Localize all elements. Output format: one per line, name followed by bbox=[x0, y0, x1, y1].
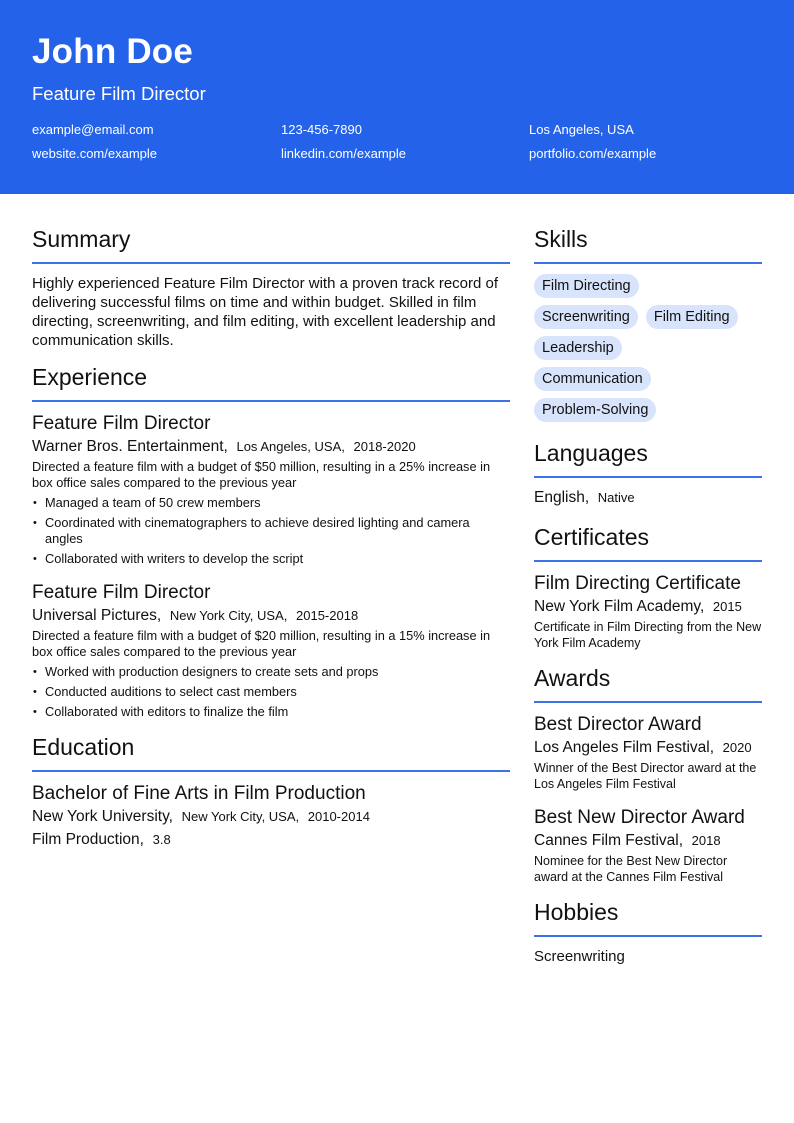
job-company: Warner Bros. Entertainment, bbox=[32, 438, 228, 455]
skill-chip: Communication bbox=[534, 367, 651, 391]
education-dates: 2010-2014 bbox=[307, 809, 370, 824]
job-title: Feature Film Director bbox=[32, 582, 211, 603]
job-title: Feature Film Director bbox=[32, 413, 211, 434]
education-gpa: 3.8 bbox=[152, 832, 171, 847]
job-meta bbox=[32, 436, 510, 458]
contact-email[interactable]: example@email.com bbox=[32, 122, 154, 137]
resume-header bbox=[0, 0, 794, 194]
experience-entry bbox=[32, 412, 510, 567]
award-title: Best New Director Award bbox=[534, 807, 745, 828]
job-description: Directed a feature film with a budget of $50 million, resulting in a 25% increase in box office sales compared to the previous year bbox=[32, 459, 491, 490]
award-description: Nominee for the Best New Director award at the Cannes Film Festival bbox=[534, 854, 728, 884]
award-entry bbox=[534, 713, 762, 792]
award-year: 2020 bbox=[722, 740, 752, 755]
experience-entry bbox=[32, 581, 510, 720]
job-location: New York City, USA, bbox=[169, 608, 288, 623]
certificate-meta bbox=[534, 596, 762, 618]
certificates-heading: Certificates bbox=[534, 524, 762, 562]
award-title: Best Director Award bbox=[534, 714, 702, 735]
skill-chip: Screenwriting bbox=[534, 305, 638, 329]
job-bullet: • Collaborated with writers to develop the script bbox=[32, 551, 510, 567]
job-bullet: • Managed a team of 50 crew members bbox=[32, 495, 510, 511]
contact-portfolio[interactable]: portfolio.com/example bbox=[529, 146, 657, 161]
job-meta bbox=[32, 605, 510, 627]
side-column bbox=[534, 226, 762, 967]
school-name: New York University, bbox=[32, 808, 173, 825]
job-bullets bbox=[32, 664, 510, 720]
award-meta bbox=[534, 737, 762, 759]
summary-heading: Summary bbox=[32, 226, 510, 264]
certificate-entry bbox=[534, 572, 762, 651]
languages-heading: Languages bbox=[534, 440, 762, 478]
candidate-title: Feature Film Director bbox=[32, 83, 206, 104]
job-location: Los Angeles, USA, bbox=[236, 439, 345, 454]
summary-text: Highly experienced Feature Film Director with a proven track record of delivering successful films on time and within budget. Skilled in film directing, screenwriting, and film editing, with excellent leadership and communication skills. bbox=[32, 275, 499, 349]
language-level: Native bbox=[597, 490, 635, 505]
award-meta bbox=[534, 830, 762, 852]
education-entry bbox=[32, 782, 510, 851]
job-bullet: • Collaborated with editors to finalize the film bbox=[32, 704, 510, 720]
award-issuer: Los Angeles Film Festival, bbox=[534, 739, 715, 756]
language-name: English, bbox=[534, 489, 590, 506]
job-bullet: • Worked with production designers to create sets and props bbox=[32, 664, 510, 680]
candidate-name: John Doe bbox=[32, 32, 194, 71]
awards-heading: Awards bbox=[534, 665, 762, 703]
certificate-title: Film Directing Certificate bbox=[534, 573, 741, 594]
skill-chip: Leadership bbox=[534, 336, 622, 360]
skill-chip: Problem-Solving bbox=[534, 398, 656, 422]
job-bullet: • Conducted auditions to select cast members bbox=[32, 684, 510, 700]
contact-website[interactable]: website.com/example bbox=[32, 146, 157, 161]
award-year: 2018 bbox=[691, 833, 721, 848]
skill-chip: Film Editing bbox=[646, 305, 738, 329]
hobby-item: Screenwriting bbox=[534, 948, 625, 965]
education-field-line bbox=[32, 829, 510, 851]
job-description: Directed a feature film with a budget of $20 million, resulting in a 15% increase in box office sales compared to the previous year bbox=[32, 628, 491, 659]
award-issuer: Cannes Film Festival, bbox=[534, 832, 684, 849]
education-field: Film Production, bbox=[32, 831, 144, 848]
award-entry bbox=[534, 806, 762, 885]
school-location: New York City, USA, bbox=[181, 809, 300, 824]
skills-list bbox=[534, 274, 762, 422]
job-company: Universal Pictures, bbox=[32, 607, 162, 624]
education-meta bbox=[32, 806, 510, 828]
main-column bbox=[32, 226, 510, 863]
contact-phone[interactable]: 123-456-7890 bbox=[281, 122, 362, 137]
skill-chip: Film Directing bbox=[534, 274, 639, 298]
job-dates: 2018-2020 bbox=[353, 439, 416, 454]
hobbies-heading: Hobbies bbox=[534, 899, 762, 937]
certificate-issuer: New York Film Academy, bbox=[534, 598, 705, 615]
contact-location: Los Angeles, USA bbox=[529, 122, 634, 137]
job-bullet: • Coordinated with cinematographers to achieve desired lighting and camera angles bbox=[32, 515, 510, 547]
skills-heading: Skills bbox=[534, 226, 762, 264]
certificate-year: 2015 bbox=[712, 599, 742, 614]
certificate-description: Certificate in Film Directing from the New York Film Academy bbox=[534, 620, 762, 650]
job-dates: 2015-2018 bbox=[296, 608, 359, 623]
experience-heading: Experience bbox=[32, 364, 510, 402]
contact-linkedin[interactable]: linkedin.com/example bbox=[281, 146, 407, 161]
education-heading: Education bbox=[32, 734, 510, 772]
award-description: Winner of the Best Director award at the Los Angeles Film Festival bbox=[534, 761, 757, 791]
job-bullets bbox=[32, 495, 510, 567]
language-entry bbox=[534, 488, 762, 508]
degree-title: Bachelor of Fine Arts in Film Production bbox=[32, 783, 366, 804]
